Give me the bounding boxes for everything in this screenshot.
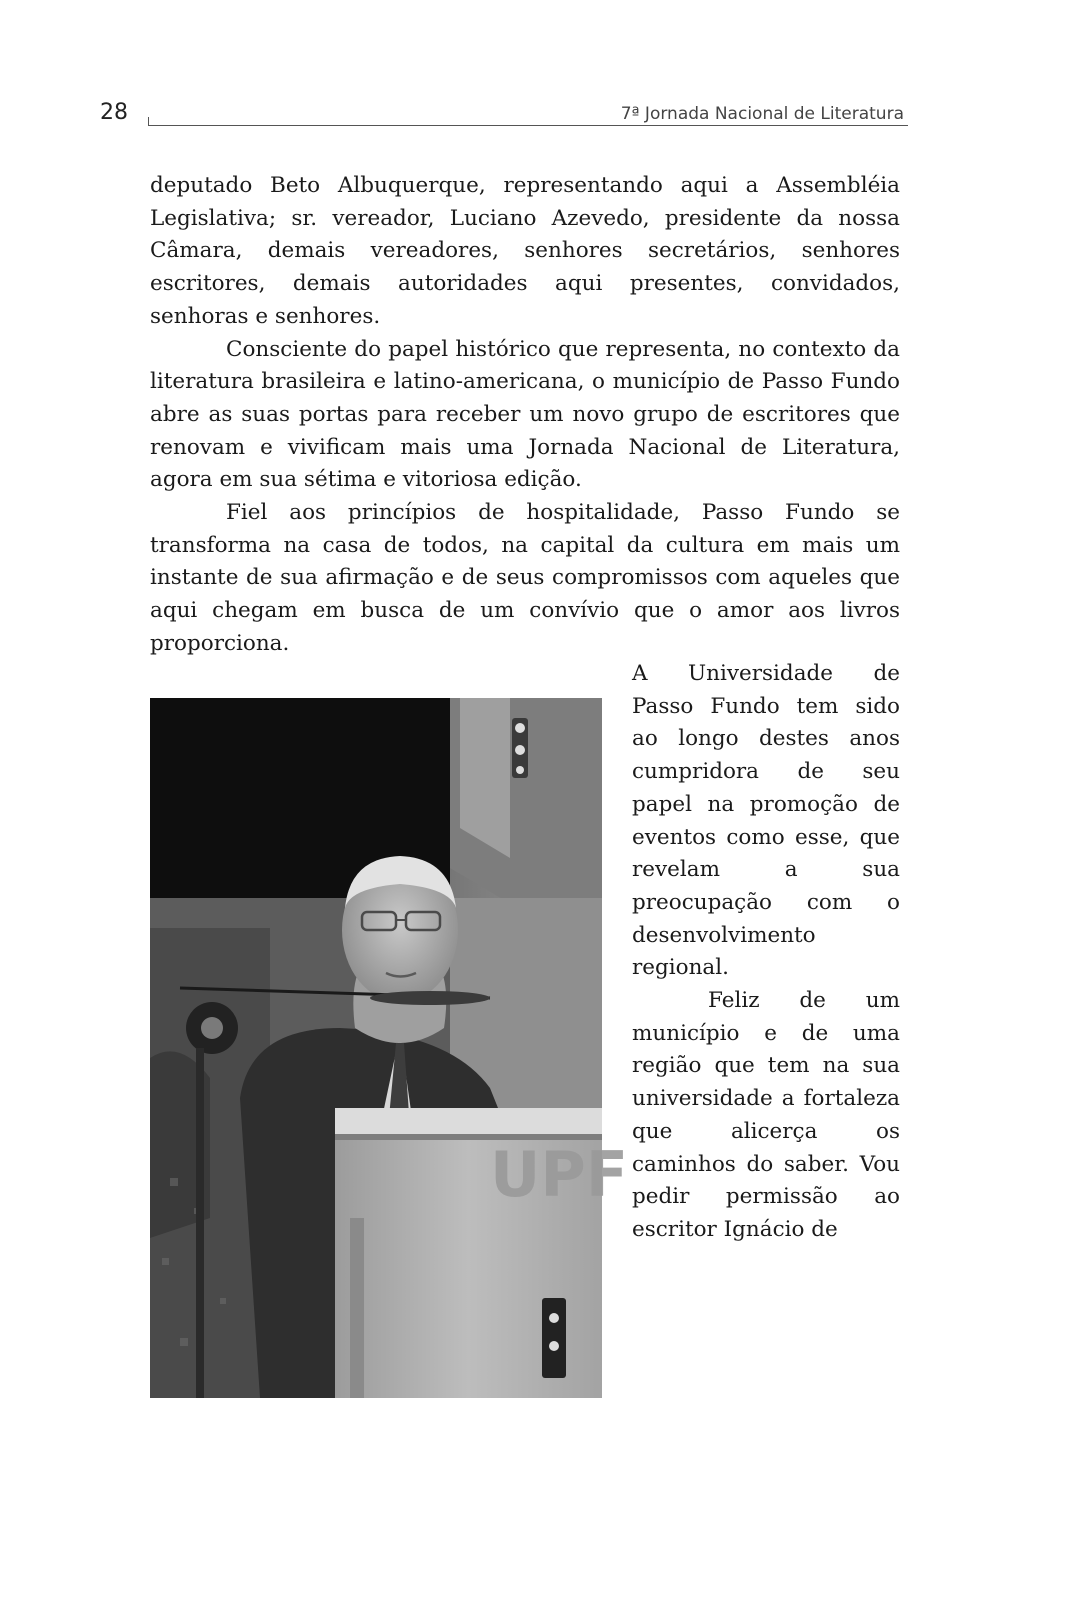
paragraph: Fiel aos princípios de hospitalidade, Passo Fundo se transforma na casa de todos, na capital da cultura em mais um instante de sua afirmação e de seus compromissos com aqueles que aqui chegam em busca de um convívio que o amor aos livros proporciona. (150, 500, 900, 656)
paragraph: Consciente do papel histórico que representa, no contexto da literatura brasileira e latino-americana, o município de Passo Fundo abre as suas portas para receber um novo grupo de escritores que renovam e vivificam mais uma Jornada Nacional de Literatura, agora em sua sétima e vitoriosa edição. (150, 336, 900, 493)
side-text (632, 658, 900, 1247)
running-title: 7ª Jornada Nacional de Literatura (620, 104, 904, 124)
paragraph: A Universidade de Passo Fundo tem sido ao longo destes anos cumpridora de seu papel na promoção de eventos como esse, que revelam a sua preocupação com o desenvolvimento regional. (632, 661, 900, 981)
page-number: 28 (100, 100, 128, 125)
body-text (150, 170, 900, 661)
paragraph: Feliz de um município e de uma região que tem na sua universidade a fortaleza que alicerça os caminhos do saber. Vou pedir permissão ao escritor Ignácio de (632, 988, 900, 1242)
paragraph: deputado Beto Albuquerque, representando aqui a Assembléia Legislativa; sr. vereador, Luciano Azevedo, presidente da nossa Câmara, demais vereadores, senhores secretários, senhores escritores, demais autoridades aqui presentes, convidados, senhoras e senhores. (150, 173, 900, 329)
header-rule-tick (148, 117, 149, 125)
speaker-photo (150, 698, 629, 1398)
header-rule (148, 125, 908, 126)
podium-lettering: UPF (490, 1138, 629, 1211)
